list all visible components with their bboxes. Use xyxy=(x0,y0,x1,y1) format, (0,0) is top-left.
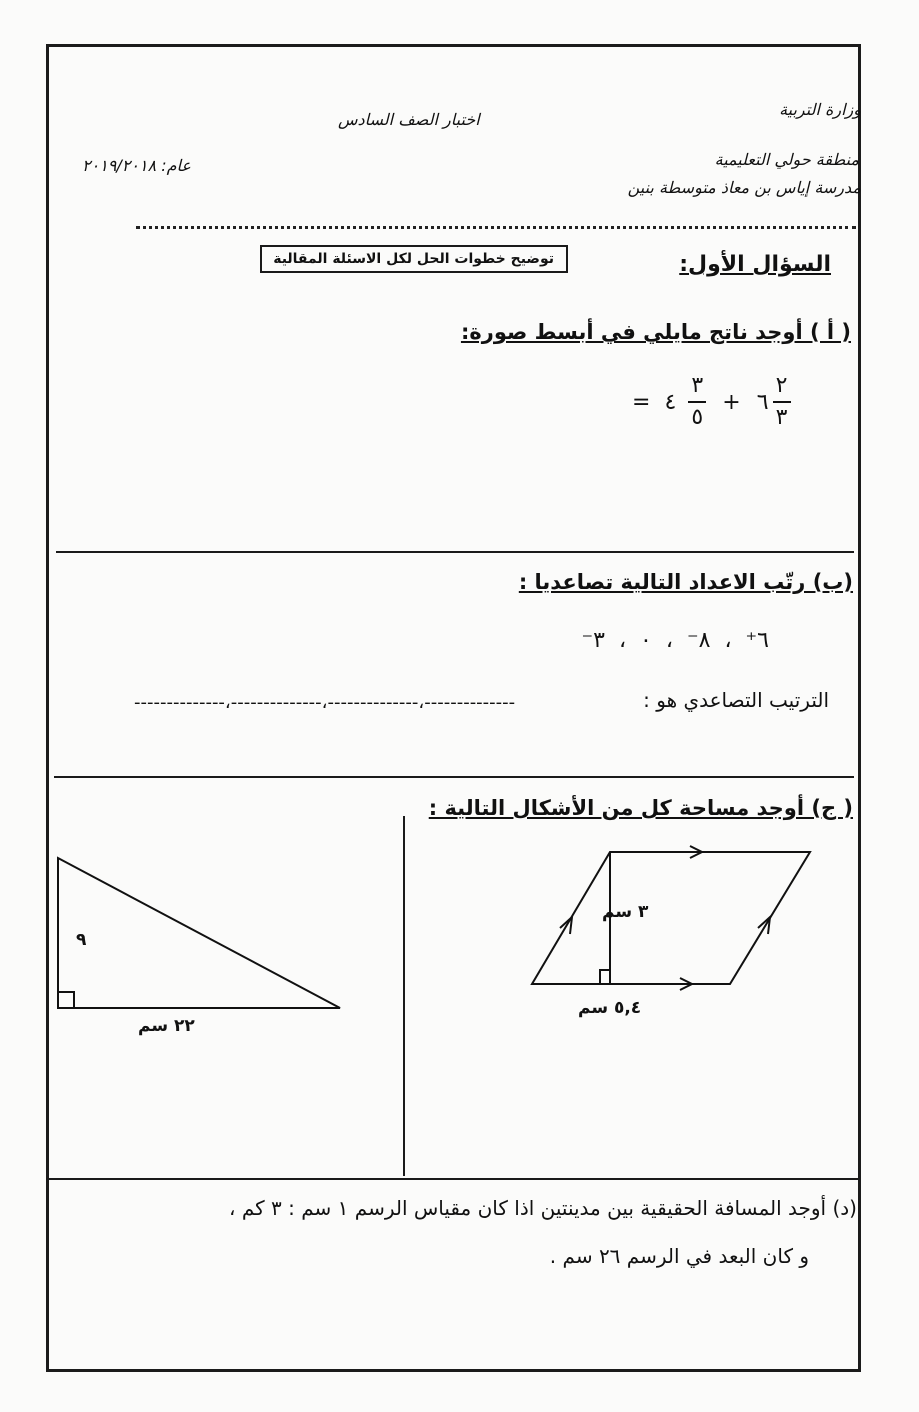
mixed-number-2 xyxy=(660,374,706,430)
divider-c xyxy=(46,1178,858,1180)
column-divider xyxy=(403,816,405,1176)
triangle-figure xyxy=(50,850,350,1020)
fraction-1 xyxy=(773,374,791,430)
triangle-base-label: ٢٢ سم xyxy=(138,1016,195,1036)
equals-sign: = xyxy=(632,389,651,415)
parallelogram-figure xyxy=(520,840,830,1000)
year xyxy=(82,156,191,175)
fraction-bar xyxy=(688,401,706,403)
parallel-arrow-right xyxy=(758,917,770,934)
comma: ، xyxy=(724,628,732,653)
whole-2: ٤ xyxy=(664,389,677,415)
denominator-1: ٣ xyxy=(775,405,788,430)
fraction-2 xyxy=(688,374,706,430)
number-item: ٠ xyxy=(640,628,652,653)
part-a-title: ( أ ) أوجد ناتج مايلي في أبسط صورة: xyxy=(460,320,851,344)
part-c-title: ( ج) أوجد مساحة كل من الأشكال التالية : xyxy=(428,796,853,820)
school-name: مدرسة إياس بن معاذ متوسطة بنين xyxy=(627,178,861,197)
parallelogram-height-label: ٣ سم xyxy=(602,902,649,922)
number-item: ٦⁺ xyxy=(745,628,769,653)
fraction-bar xyxy=(773,401,791,403)
instruction-box: توضيح خطوات الحل لكل الاسئلة المقالية xyxy=(260,245,568,273)
district-name: منطقة حولي التعليمية xyxy=(714,150,859,169)
number-item: ٣⁻ xyxy=(581,628,605,653)
comma: ، xyxy=(618,628,627,653)
part-d-line1: (د) أوجد المسافة الحقيقية بين مدينتين اذا كان مقياس الرسم ١ سم : ٣ كم ، xyxy=(229,1196,857,1220)
numerator-2: ٣ xyxy=(691,373,704,398)
right-angle-mark xyxy=(58,992,74,1008)
number-item: ٨⁻ xyxy=(686,628,711,653)
triangle-shape xyxy=(58,858,340,1008)
section-title: السؤال الأول: xyxy=(679,252,831,277)
plus-sign: + xyxy=(722,389,741,415)
year-value: ٢٠١٩/٢٠١٨ xyxy=(82,156,157,175)
triangle-height-label: ٩ xyxy=(76,930,87,950)
divider-a xyxy=(56,551,854,553)
comma: ، xyxy=(665,628,673,653)
mixed-number-1 xyxy=(757,374,791,430)
divider-b xyxy=(54,776,854,778)
parallelogram-base-label: ٥,٤ سم xyxy=(578,998,642,1018)
right-angle-mark xyxy=(600,970,610,984)
header-divider xyxy=(136,226,856,229)
part-d-line2: و كان البعد في الرسم ٢٦ سم . xyxy=(549,1244,809,1268)
numerator-1: ٢ xyxy=(775,373,788,398)
numbers-list xyxy=(581,628,769,653)
exam-title: اختبار الصف السادس xyxy=(338,110,480,129)
answer-label: الترتيب التصاعدي هو : xyxy=(643,688,829,712)
part-a-expression xyxy=(632,374,791,430)
denominator-2: ٥ xyxy=(691,405,704,430)
ministry-name: وزارة التربية xyxy=(779,100,861,119)
whole-1: ٦ xyxy=(756,389,769,415)
part-b-title: (ب) رتّب الاعداد التالية تصاعديا : xyxy=(518,570,853,594)
year-label: عام: xyxy=(161,156,191,175)
answer-blank[interactable]: --------------،--------------،--------------،-------------- xyxy=(134,692,516,713)
